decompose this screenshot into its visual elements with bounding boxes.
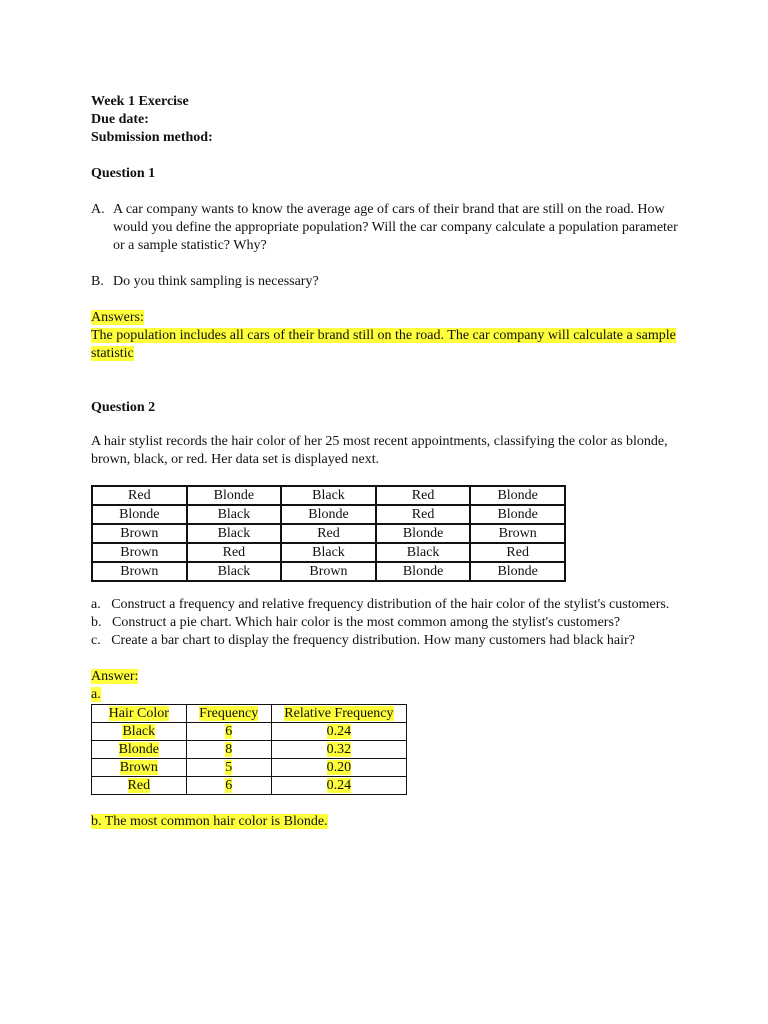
task-marker: c.	[91, 633, 101, 648]
submission-method: Submission method:	[91, 130, 213, 145]
table-cell: Blonde	[376, 562, 471, 581]
table-row	[92, 543, 565, 562]
cell-value: 0.24	[326, 777, 352, 793]
column-header-label: Relative Frequency	[284, 705, 394, 721]
table-cell	[92, 777, 187, 795]
item-text: A car company wants to know the average age of cars of their brand that are still on the road. How would you define the appropriate population? Will the car company calculate a population parameter or a sample statistic? Why?	[113, 202, 678, 253]
cell-value: 0.20	[326, 759, 352, 775]
item-marker: B.	[91, 274, 104, 289]
table-row	[92, 723, 407, 741]
table-cell	[271, 723, 406, 741]
frequency-table	[91, 704, 407, 795]
question-2-answer	[91, 668, 681, 831]
question-1-item-b	[91, 273, 681, 291]
table-cell	[186, 777, 271, 795]
cell-value: 0.32	[326, 741, 352, 757]
table-cell: Black	[187, 562, 282, 581]
table-row	[92, 486, 565, 505]
question-2-heading: Question 2	[91, 400, 156, 415]
column-header-label: Frequency	[199, 705, 259, 721]
due-date: Due date:	[91, 112, 149, 127]
table-cell: Brown	[281, 562, 376, 581]
question-1-answer	[91, 309, 681, 363]
answers-text: The population includes all cars of their brand still on the road. The car company will calculate a sample statistic	[91, 328, 676, 361]
table-cell	[186, 741, 271, 759]
answer-b-text: b. The most common hair color is Blonde.	[91, 814, 328, 829]
table-cell: Black	[187, 524, 282, 543]
table-cell: Black	[187, 505, 282, 524]
task-text: Create a bar chart to display the frequency distribution. How many customers had black hair?	[111, 633, 635, 648]
task-b	[91, 614, 681, 632]
table-cell: Blonde	[92, 505, 187, 524]
table-cell: Black	[376, 543, 471, 562]
table-row	[92, 759, 407, 777]
cell-value: 5	[225, 759, 233, 775]
task-a	[91, 596, 681, 614]
question-2-tasks	[91, 596, 681, 650]
task-text: Construct a frequency and relative frequency distribution of the hair color of the stylist's customers.	[111, 597, 670, 612]
column-header	[92, 705, 187, 723]
table-cell: Red	[281, 524, 376, 543]
column-header	[271, 705, 406, 723]
table-cell	[92, 723, 187, 741]
table-cell: Blonde	[187, 486, 282, 505]
table-cell	[186, 759, 271, 777]
table-row	[92, 777, 407, 795]
cell-value: 6	[225, 777, 233, 793]
table-cell	[271, 741, 406, 759]
table-row	[92, 741, 407, 759]
cell-value: Brown	[119, 759, 158, 775]
cell-value: Black	[122, 723, 156, 739]
table-cell: Brown	[92, 524, 187, 543]
table-row	[92, 562, 565, 581]
table-cell: Black	[281, 486, 376, 505]
table-cell: Brown	[470, 524, 565, 543]
table-cell: Blonde	[470, 505, 565, 524]
question-1-item-a	[91, 201, 681, 255]
table-cell: Brown	[92, 543, 187, 562]
document-page	[91, 93, 681, 831]
cell-value: Blonde	[118, 741, 160, 757]
task-marker: a.	[91, 597, 101, 612]
table-row	[92, 524, 565, 543]
table-header-row	[92, 705, 407, 723]
answer-a-label: a.	[91, 687, 101, 702]
table-cell: Brown	[92, 562, 187, 581]
cell-value: 6	[225, 723, 233, 739]
task-c	[91, 632, 681, 650]
item-text: Do you think sampling is necessary?	[113, 274, 319, 289]
column-header	[186, 705, 271, 723]
cell-value: 8	[225, 741, 233, 757]
table-cell	[92, 741, 187, 759]
table-cell: Black	[281, 543, 376, 562]
question-2-intro: A hair stylist records the hair color of her 25 most recent appointments, classifying the color as blonde, brown, black, or red. Her data set is displayed next.	[91, 434, 668, 467]
table-cell	[92, 759, 187, 777]
table-cell: Blonde	[281, 505, 376, 524]
table-cell: Red	[376, 505, 471, 524]
cell-value: Red	[127, 777, 151, 793]
answer-label: Answer:	[91, 669, 139, 684]
table-cell: Blonde	[376, 524, 471, 543]
question-1-list	[91, 201, 681, 291]
table-cell: Red	[376, 486, 471, 505]
column-header-label: Hair Color	[108, 705, 169, 721]
table-cell	[186, 723, 271, 741]
table-cell	[271, 777, 406, 795]
table-row	[92, 505, 565, 524]
cell-value: 0.24	[326, 723, 352, 739]
table-cell: Red	[92, 486, 187, 505]
item-marker: A.	[91, 202, 105, 217]
table-cell: Blonde	[470, 486, 565, 505]
table-cell: Red	[470, 543, 565, 562]
task-text: Construct a pie chart. Which hair color is the most common among the stylist's customers?	[112, 615, 621, 630]
table-cell	[271, 759, 406, 777]
hair-color-data-table	[91, 485, 566, 582]
task-marker: b.	[91, 615, 102, 630]
document-title: Week 1 Exercise	[91, 94, 189, 109]
table-cell: Blonde	[470, 562, 565, 581]
table-cell: Red	[187, 543, 282, 562]
answers-label: Answers:	[91, 310, 144, 325]
question-1-heading: Question 1	[91, 166, 156, 181]
